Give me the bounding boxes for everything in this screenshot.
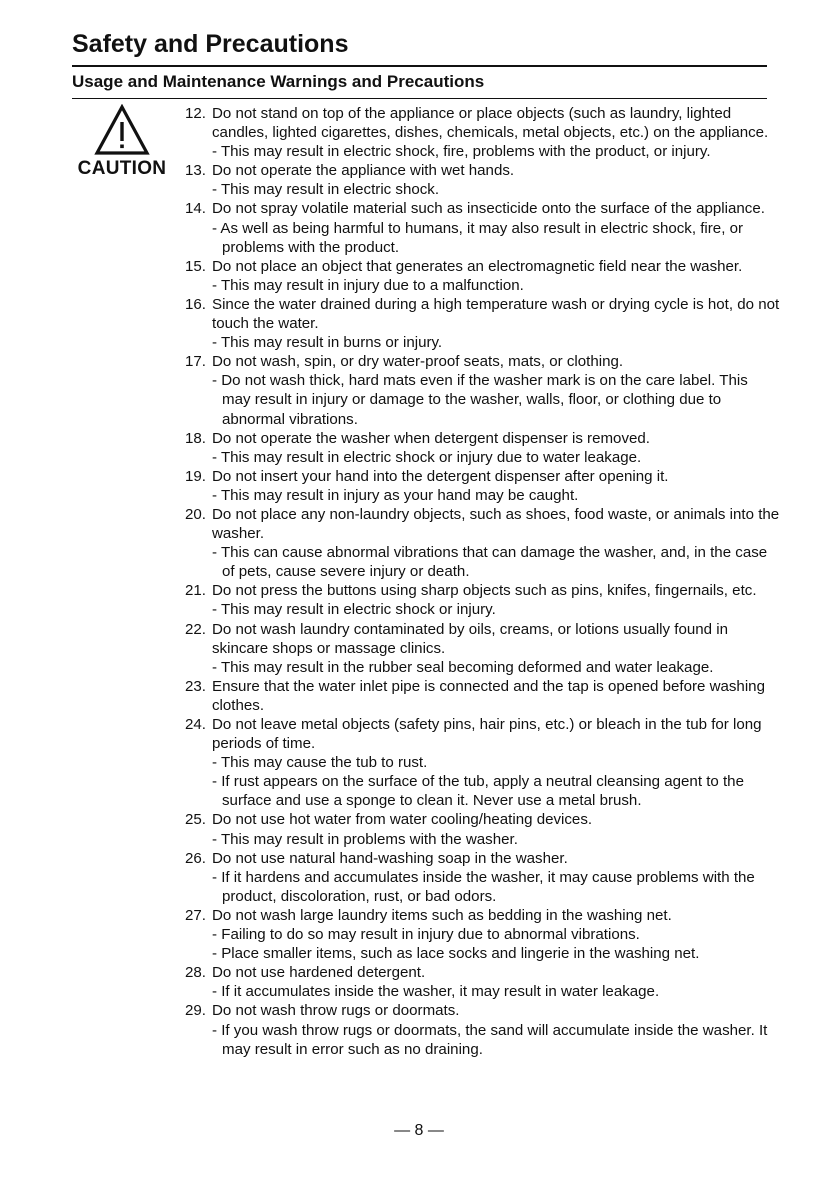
item-note: - Place smaller items, such as lace socks and lingerie in the washing net. [212,945,700,963]
item-number: 14. [185,200,206,218]
item-note: - Failing to do so may result in injury due to abnormal vibrations. [212,926,640,944]
item-note: - This may result in electric shock. [212,181,440,199]
list-item [185,715,780,810]
item-note: - This may result in electric shock, fire, problems with the product, or injury. [212,143,711,161]
item-note: - This can cause abnormal vibrations that can damage the washer, and, in the case of pets, cause severe injury or death. [212,544,768,581]
item-note: - As well as being harmful to humans, it may also result in electric shock, fire, or problems with the product. [212,219,744,256]
item-number: 21. [185,582,206,600]
section-subtitle: Usage and Maintenance Warnings and Precautions [72,72,485,91]
item-text: Do not press the buttons using sharp objects such as pins, knifes, fingernails, etc. [212,582,757,600]
page-title: Safety and Precautions [72,30,349,58]
list-item [185,429,780,467]
item-text: Do not place an object that generates an electromagnetic field near the washer. [212,257,743,275]
list-item [185,810,780,848]
item-number: 12. [185,105,206,122]
item-note: - If it hardens and accumulates inside the washer, it may cause problems with the product, discoloration, rust, or bad odors. [212,868,755,905]
item-text: Do not stand on top of the appliance or place objects (such as laundry, lighted candles, lighted cigarettes, dishes, chemicals, metal objects, etc.) on the appliance. [212,105,769,142]
item-note: - This may result in burns or injury. [212,334,443,352]
item-number: 25. [185,811,206,829]
item-text: Do not wash laundry contaminated by oils, creams, or lotions usually found in skincare shops or massage clinics. [212,620,728,657]
list-item [185,104,780,161]
item-text: Do not wash large laundry items such as bedding in the washing net. [212,906,672,924]
item-note: - This may cause the tub to rust. [212,754,428,772]
item-number: 13. [185,162,206,180]
item-number: 26. [185,849,206,867]
list-item [185,581,780,619]
item-note: - This may result in the rubber seal becoming deformed and water leakage. [212,658,714,676]
caution-label: CAUTION [77,158,167,179]
subtitle-divider [72,98,767,99]
item-note: - This may result in injury as your hand may be caught. [212,486,579,504]
list-item [185,161,780,199]
item-note: - Do not wash thick, hard mats even if the washer mark is on the care label. This may result in injury or damage to the washer, walls, floor, or clothing due to abnormal vibrations. [212,372,748,428]
item-text: Do not use natural hand-washing soap in the washer. [212,849,568,867]
item-number: 23. [185,677,206,695]
title-divider [72,65,767,67]
item-note: - If you wash throw rugs or doormats, the sand will accumulate inside the washer. It may result in error such as no draining. [212,1021,768,1058]
item-text: Do not use hot water from water cooling/heating devices. [212,811,593,829]
item-note: - If it accumulates inside the washer, it may result in water leakage. [212,983,660,1001]
list-item [185,467,780,505]
list-item [185,295,780,352]
item-number: 20. [185,505,206,523]
page-number: — 8 — [394,1122,444,1139]
item-note: - This may result in electric shock or injury due to water leakage. [212,448,642,466]
item-note: - If rust appears on the surface of the tub, apply a neutral cleansing agent to the surface and use a sponge to clean it. Never use a metal brush. [212,773,744,810]
item-text: Do not spray volatile material such as insecticide onto the surface of the appliance. [212,200,765,218]
caution-block [72,104,172,180]
item-number: 15. [185,257,206,275]
item-number: 16. [185,295,206,313]
item-number: 29. [185,1002,206,1020]
item-number: 17. [185,353,206,371]
list-item [185,1001,780,1058]
list-item [185,352,780,428]
item-text: Since the water drained during a high temperature wash or drying cycle is hot, do not touch the water. [212,295,780,333]
item-number: 28. [185,964,206,982]
item-note: - This may result in problems with the washer. [212,830,518,848]
item-text: Ensure that the water inlet pipe is connected and the tap is opened before washing clothes. [212,677,765,714]
item-number: 18. [185,429,206,447]
list-item [185,963,780,1001]
item-note: - This may result in electric shock or injury. [212,601,496,619]
item-number: 27. [185,906,206,924]
item-text: Do not operate the washer when detergent dispenser is removed. [212,429,650,447]
item-text: Do not operate the appliance with wet hands. [212,162,515,180]
warning-triangle-icon [94,104,150,156]
precautions-list [185,104,780,1059]
list-item [185,257,780,295]
item-number: 24. [185,716,206,733]
list-item [185,677,780,715]
item-note: - This may result in injury due to a malfunction. [212,276,524,294]
list-item [185,199,780,256]
list-item [185,906,780,963]
item-text: Do not place any non-laundry objects, such as shoes, food waste, or animals into the washer. [212,505,780,543]
item-text: Do not wash throw rugs or doormats. [212,1002,460,1020]
item-text: Do not insert your hand into the detergent dispenser after opening it. [212,467,669,485]
list-item [185,849,780,906]
item-text: Do not use hardened detergent. [212,964,426,982]
list-item [185,620,780,677]
item-text: Do not leave metal objects (safety pins, hair pins, etc.) or bleach in the tub for long periods of time. [212,716,762,753]
item-number: 22. [185,620,206,638]
list-item [185,505,780,581]
item-text: Do not wash, spin, or dry water-proof seats, mats, or clothing. [212,353,624,371]
item-number: 19. [185,467,206,485]
